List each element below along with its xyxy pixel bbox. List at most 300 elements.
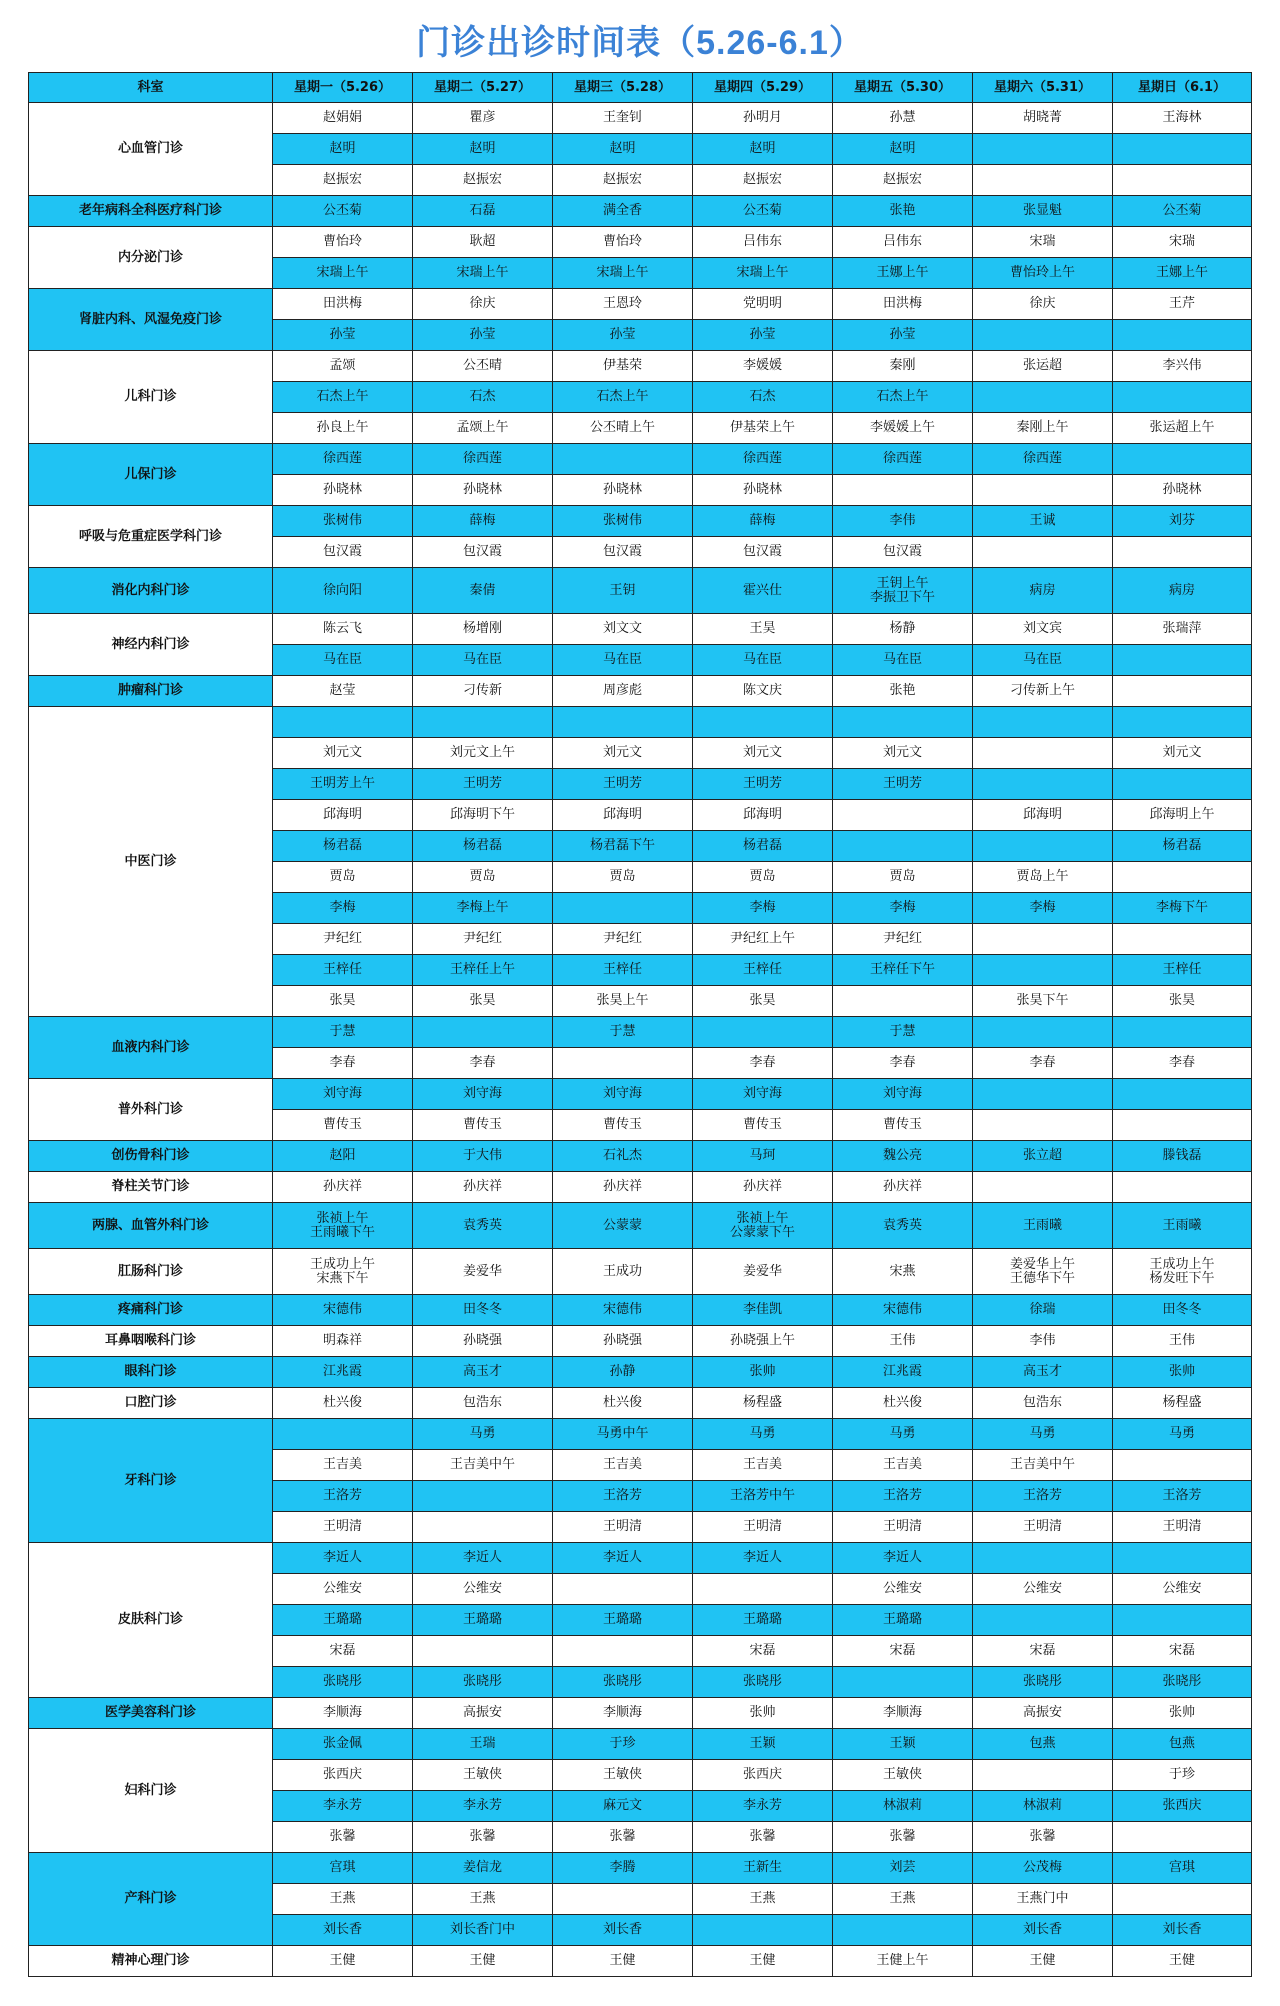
schedule-cell (553, 1048, 693, 1079)
schedule-cell: 张树伟 (553, 506, 693, 537)
schedule-cell: 秦刚上午 (973, 413, 1113, 444)
schedule-cell (973, 1543, 1113, 1574)
schedule-cell: 李春 (1113, 1048, 1252, 1079)
schedule-body (29, 103, 1252, 1977)
header-row (29, 73, 1252, 103)
schedule-cell: 石杰上午 (553, 382, 693, 413)
table-row (29, 103, 1252, 134)
schedule-cell: 刘守海 (833, 1079, 973, 1110)
schedule-cell: 王璐璐 (413, 1605, 553, 1636)
header-cell: 星期三（5.28） (553, 73, 693, 103)
schedule-cell: 徐西莲 (413, 444, 553, 475)
schedule-cell: 刘守海 (693, 1079, 833, 1110)
table-row (29, 289, 1252, 320)
schedule-cell: 宋德伟 (553, 1295, 693, 1326)
schedule-cell: 宋瑞上午 (553, 258, 693, 289)
schedule-cell: 李春 (973, 1048, 1113, 1079)
schedule-cell: 马在臣 (413, 645, 553, 676)
schedule-cell: 吕伟东 (833, 227, 973, 258)
schedule-cell: 王钥 (553, 568, 693, 614)
table-row (29, 614, 1252, 645)
schedule-cell: 张晓彤 (553, 1667, 693, 1698)
schedule-cell (833, 1915, 973, 1946)
schedule-cell: 王芹 (1113, 289, 1252, 320)
schedule-cell: 王吉美 (273, 1450, 413, 1481)
schedule-cell (1113, 645, 1252, 676)
schedule-cell: 张帅 (693, 1357, 833, 1388)
schedule-cell: 张西庆 (693, 1760, 833, 1791)
schedule-cell: 孟颂 (273, 351, 413, 382)
schedule-cell: 邱海明 (553, 800, 693, 831)
schedule-cell: 包汉霞 (273, 537, 413, 568)
table-row (29, 1203, 1252, 1249)
schedule-cell (413, 707, 553, 738)
department-cell: 产科门诊 (29, 1853, 273, 1946)
schedule-cell: 张祯上午 公蒙蒙下午 (693, 1203, 833, 1249)
schedule-cell (973, 1760, 1113, 1791)
schedule-cell: 王璐璐 (553, 1605, 693, 1636)
schedule-cell: 张晓彤 (413, 1667, 553, 1698)
schedule-cell: 徐瑞 (973, 1295, 1113, 1326)
schedule-cell: 李永芳 (273, 1791, 413, 1822)
schedule-cell: 王健 (413, 1946, 553, 1977)
schedule-cell: 王健 (1113, 1946, 1252, 1977)
schedule-cell: 秦刚 (833, 351, 973, 382)
schedule-cell: 林淑莉 (833, 1791, 973, 1822)
schedule-cell: 王洛芳 (973, 1481, 1113, 1512)
schedule-cell (1113, 1543, 1252, 1574)
schedule-cell: 孙晓林 (553, 475, 693, 506)
schedule-cell: 满全香 (553, 196, 693, 227)
schedule-cell (1113, 1450, 1252, 1481)
schedule-cell: 杨增刚 (413, 614, 553, 645)
schedule-cell (1113, 924, 1252, 955)
schedule-cell: 王颖 (693, 1729, 833, 1760)
schedule-cell: 杨程盛 (1113, 1388, 1252, 1419)
schedule-cell: 赵振宏 (273, 165, 413, 196)
schedule-cell: 张西庆 (273, 1760, 413, 1791)
schedule-cell: 刘守海 (413, 1079, 553, 1110)
schedule-cell: 杨君磊 (413, 831, 553, 862)
schedule-cell (833, 1667, 973, 1698)
schedule-cell: 高玉才 (413, 1357, 553, 1388)
department-cell: 儿科门诊 (29, 351, 273, 444)
schedule-cell: 宋瑞上午 (693, 258, 833, 289)
schedule-cell: 李顺海 (273, 1698, 413, 1729)
schedule-cell: 刘守海 (553, 1079, 693, 1110)
schedule-cell: 王海林 (1113, 103, 1252, 134)
schedule-cell: 王健 (273, 1946, 413, 1977)
schedule-cell: 张金佩 (273, 1729, 413, 1760)
table-row (29, 196, 1252, 227)
schedule-cell: 王璐璐 (273, 1605, 413, 1636)
schedule-cell: 王敏侠 (833, 1760, 973, 1791)
schedule-cell: 王明清 (273, 1512, 413, 1543)
schedule-cell: 张晓彤 (1113, 1667, 1252, 1698)
schedule-cell: 宋磊 (273, 1636, 413, 1667)
schedule-cell: 公丕菊 (1113, 196, 1252, 227)
schedule-cell (413, 1636, 553, 1667)
schedule-cell (973, 1079, 1113, 1110)
schedule-cell: 滕钱磊 (1113, 1141, 1252, 1172)
schedule-cell: 王吉美中午 (973, 1450, 1113, 1481)
schedule-cell: 王梓任 (273, 955, 413, 986)
schedule-cell: 邱海明 (273, 800, 413, 831)
schedule-cell (973, 924, 1113, 955)
schedule-cell: 孙庆祥 (273, 1172, 413, 1203)
schedule-cell: 徐向阳 (273, 568, 413, 614)
schedule-cell (1113, 862, 1252, 893)
table-row (29, 1357, 1252, 1388)
schedule-cell: 马勇 (973, 1419, 1113, 1450)
schedule-cell (1113, 165, 1252, 196)
table-row (29, 1326, 1252, 1357)
schedule-cell: 孙良上午 (273, 413, 413, 444)
schedule-cell: 赵明 (553, 134, 693, 165)
schedule-cell: 杜兴俊 (553, 1388, 693, 1419)
schedule-cell: 王新生 (693, 1853, 833, 1884)
schedule-cell (1113, 1079, 1252, 1110)
schedule-cell (973, 1017, 1113, 1048)
schedule-cell: 马勇 (1113, 1419, 1252, 1450)
schedule-cell: 杨静 (833, 614, 973, 645)
table-row (29, 227, 1252, 258)
schedule-cell: 霍兴仕 (693, 568, 833, 614)
schedule-cell: 张祯上午 王雨曦下午 (273, 1203, 413, 1249)
schedule-cell (973, 1172, 1113, 1203)
schedule-cell: 孙莹 (553, 320, 693, 351)
schedule-cell (973, 1110, 1113, 1141)
schedule-cell: 王健上午 (833, 1946, 973, 1977)
schedule-cell: 王洛芳 (273, 1481, 413, 1512)
schedule-cell: 张瑞萍 (1113, 614, 1252, 645)
schedule-cell: 李梅 (273, 893, 413, 924)
schedule-cell: 李腾 (553, 1853, 693, 1884)
schedule-cell: 袁秀英 (833, 1203, 973, 1249)
schedule-cell: 李梅上午 (413, 893, 553, 924)
schedule-cell: 张昊 (1113, 986, 1252, 1017)
schedule-cell: 王明清 (1113, 1512, 1252, 1543)
schedule-cell: 李媛媛 (693, 351, 833, 382)
schedule-cell: 瞿彦 (413, 103, 553, 134)
department-cell: 呼吸与危重症医学科门诊 (29, 506, 273, 568)
schedule-cell: 王雨曦 (973, 1203, 1113, 1249)
schedule-cell: 张树伟 (273, 506, 413, 537)
department-cell: 肿瘤科门诊 (29, 676, 273, 707)
schedule-cell: 江兆霞 (273, 1357, 413, 1388)
schedule-cell: 李春 (413, 1048, 553, 1079)
schedule-cell: 王娜上午 (1113, 258, 1252, 289)
schedule-cell: 田洪梅 (833, 289, 973, 320)
schedule-cell (1113, 707, 1252, 738)
schedule-cell: 王吉美 (833, 1450, 973, 1481)
schedule-cell: 张帅 (1113, 1698, 1252, 1729)
schedule-cell: 田冬冬 (1113, 1295, 1252, 1326)
schedule-cell: 王吉美 (693, 1450, 833, 1481)
schedule-cell: 王梓任 (553, 955, 693, 986)
schedule-cell (553, 1574, 693, 1605)
schedule-cell (1113, 1884, 1252, 1915)
table-row (29, 1729, 1252, 1760)
schedule-cell (1113, 382, 1252, 413)
schedule-cell: 曹传玉 (553, 1110, 693, 1141)
department-cell: 皮肤科门诊 (29, 1543, 273, 1698)
schedule-cell: 杨程盛 (693, 1388, 833, 1419)
schedule-cell: 刘长香 (553, 1915, 693, 1946)
table-row (29, 506, 1252, 537)
schedule-cell: 王健 (693, 1946, 833, 1977)
schedule-cell: 孙莹 (413, 320, 553, 351)
schedule-cell: 贾岛 (413, 862, 553, 893)
schedule-cell: 于珍 (1113, 1760, 1252, 1791)
schedule-cell: 徐西莲 (693, 444, 833, 475)
schedule-cell: 孙晓强 (553, 1326, 693, 1357)
schedule-cell: 宋燕 (833, 1249, 973, 1295)
schedule-cell: 王吉美中午 (413, 1450, 553, 1481)
schedule-cell (833, 986, 973, 1017)
schedule-cell (973, 475, 1113, 506)
schedule-cell: 包燕 (973, 1729, 1113, 1760)
department-cell: 普外科门诊 (29, 1079, 273, 1141)
schedule-cell: 公维安 (1113, 1574, 1252, 1605)
schedule-cell: 曹传玉 (693, 1110, 833, 1141)
schedule-cell: 于慧 (273, 1017, 413, 1048)
schedule-cell: 杨君磊 (1113, 831, 1252, 862)
schedule-cell: 李兴伟 (1113, 351, 1252, 382)
schedule-cell: 张艳 (833, 676, 973, 707)
schedule-cell: 袁秀英 (413, 1203, 553, 1249)
schedule-cell: 麻元文 (553, 1791, 693, 1822)
schedule-cell: 石磊 (413, 196, 553, 227)
schedule-cell: 孙晓林 (273, 475, 413, 506)
schedule-cell: 杜兴俊 (273, 1388, 413, 1419)
schedule-cell (1113, 320, 1252, 351)
schedule-cell: 王颖 (833, 1729, 973, 1760)
department-cell: 神经内科门诊 (29, 614, 273, 676)
schedule-cell (1113, 769, 1252, 800)
schedule-cell: 李春 (273, 1048, 413, 1079)
schedule-cell: 石杰 (413, 382, 553, 413)
schedule-cell: 王明清 (973, 1512, 1113, 1543)
header-cell: 星期六（5.31） (973, 73, 1113, 103)
department-cell: 内分泌门诊 (29, 227, 273, 289)
schedule-cell: 曹怡玲上午 (973, 258, 1113, 289)
schedule-cell (973, 955, 1113, 986)
schedule-cell: 贾岛 (693, 862, 833, 893)
schedule-cell: 林淑莉 (973, 1791, 1113, 1822)
schedule-cell: 李永芳 (413, 1791, 553, 1822)
schedule-cell: 徐庆 (973, 289, 1113, 320)
schedule-cell: 马在臣 (273, 645, 413, 676)
schedule-cell: 李梅 (973, 893, 1113, 924)
schedule-cell: 杨君磊 (693, 831, 833, 862)
schedule-cell: 田洪梅 (273, 289, 413, 320)
schedule-cell: 李近人 (273, 1543, 413, 1574)
schedule-cell: 刘芬 (1113, 506, 1252, 537)
schedule-cell: 李春 (693, 1048, 833, 1079)
schedule-cell: 刘元文 (1113, 738, 1252, 769)
schedule-cell: 张馨 (833, 1822, 973, 1853)
schedule-cell: 李伟 (973, 1326, 1113, 1357)
schedule-cell: 王洛芳 (553, 1481, 693, 1512)
schedule-cell: 公丕晴上午 (553, 413, 693, 444)
schedule-cell (973, 1605, 1113, 1636)
schedule-cell: 王燕 (693, 1884, 833, 1915)
schedule-cell: 宋磊 (693, 1636, 833, 1667)
schedule-cell: 薛梅 (413, 506, 553, 537)
schedule-cell: 李梅下午 (1113, 893, 1252, 924)
schedule-cell: 包汉霞 (693, 537, 833, 568)
schedule-cell: 孙明月 (693, 103, 833, 134)
schedule-cell: 病房 (973, 568, 1113, 614)
schedule-cell: 曹传玉 (833, 1110, 973, 1141)
department-cell: 肾脏内科、风湿免疫门诊 (29, 289, 273, 351)
schedule-cell: 于大伟 (413, 1141, 553, 1172)
schedule-cell: 王雨曦 (1113, 1203, 1252, 1249)
schedule-cell: 王明芳 (553, 769, 693, 800)
schedule-cell: 曹传玉 (413, 1110, 553, 1141)
schedule-cell: 宫琪 (273, 1853, 413, 1884)
schedule-cell: 石杰 (693, 382, 833, 413)
department-cell: 疼痛科门诊 (29, 1295, 273, 1326)
schedule-cell: 王瑞 (413, 1729, 553, 1760)
schedule-cell: 王奎钊 (553, 103, 693, 134)
schedule-cell: 张西庆 (1113, 1791, 1252, 1822)
schedule-cell: 包燕 (1113, 1729, 1252, 1760)
department-cell: 心血管门诊 (29, 103, 273, 196)
schedule-cell: 刁传新上午 (973, 676, 1113, 707)
schedule-cell (1113, 1172, 1252, 1203)
schedule-cell: 王健 (553, 1946, 693, 1977)
schedule-cell: 张艳 (833, 196, 973, 227)
schedule-cell: 孙庆祥 (553, 1172, 693, 1203)
schedule-cell: 张立超 (973, 1141, 1113, 1172)
schedule-cell: 王燕 (273, 1884, 413, 1915)
schedule-cell: 李顺海 (833, 1698, 973, 1729)
department-cell: 妇科门诊 (29, 1729, 273, 1853)
schedule-cell: 王健 (973, 1946, 1113, 1977)
schedule-cell: 赵明 (693, 134, 833, 165)
schedule-cell (1113, 676, 1252, 707)
schedule-cell: 宋瑞 (1113, 227, 1252, 258)
schedule-cell: 王成功上午 杨发旺下午 (1113, 1249, 1252, 1295)
header-cell: 星期五（5.30） (833, 73, 973, 103)
department-cell: 创伤骨科门诊 (29, 1141, 273, 1172)
schedule-cell: 高振安 (413, 1698, 553, 1729)
schedule-cell: 石杰上午 (833, 382, 973, 413)
schedule-cell: 刘元文 (273, 738, 413, 769)
table-row (29, 1543, 1252, 1574)
schedule-cell: 李梅 (693, 893, 833, 924)
schedule-cell: 孙晓林 (693, 475, 833, 506)
schedule-cell: 刁传新 (413, 676, 553, 707)
schedule-cell (1113, 1822, 1252, 1853)
header-cell: 星期一（5.26） (273, 73, 413, 103)
schedule-cell: 王成功 (553, 1249, 693, 1295)
schedule-cell (973, 537, 1113, 568)
schedule-cell: 徐西莲 (833, 444, 973, 475)
schedule-cell: 包浩东 (413, 1388, 553, 1419)
schedule-cell: 李佳凯 (693, 1295, 833, 1326)
schedule-cell: 马勇中午 (553, 1419, 693, 1450)
schedule-cell: 王洛芳 (833, 1481, 973, 1512)
schedule-cell: 尹纪红 (833, 924, 973, 955)
table-row (29, 707, 1252, 738)
schedule-cell: 马珂 (693, 1141, 833, 1172)
schedule-cell (693, 1915, 833, 1946)
schedule-cell: 王燕门中 (973, 1884, 1113, 1915)
schedule-cell: 张馨 (413, 1822, 553, 1853)
schedule-cell: 邱海明 (693, 800, 833, 831)
schedule-cell: 孙晓林 (1113, 475, 1252, 506)
schedule-cell: 江兆霞 (833, 1357, 973, 1388)
schedule-cell: 宋磊 (833, 1636, 973, 1667)
schedule-cell (973, 134, 1113, 165)
schedule-cell: 陈云飞 (273, 614, 413, 645)
header-cell: 星期二（5.27） (413, 73, 553, 103)
schedule-cell: 赵振宏 (413, 165, 553, 196)
schedule-cell (413, 1481, 553, 1512)
schedule-cell (833, 800, 973, 831)
schedule-cell: 刘长香门中 (413, 1915, 553, 1946)
schedule-cell: 于慧 (553, 1017, 693, 1048)
schedule-cell: 赵振宏 (693, 165, 833, 196)
schedule-cell: 孙庆祥 (693, 1172, 833, 1203)
department-cell: 儿保门诊 (29, 444, 273, 506)
schedule-cell: 孙莹 (833, 320, 973, 351)
schedule-cell: 刘文文 (553, 614, 693, 645)
schedule-cell (1113, 1605, 1252, 1636)
table-row (29, 1698, 1252, 1729)
schedule-cell (1113, 537, 1252, 568)
schedule-cell: 王吉美 (553, 1450, 693, 1481)
table-row (29, 1141, 1252, 1172)
schedule-cell: 张馨 (553, 1822, 693, 1853)
table-row (29, 1388, 1252, 1419)
schedule-cell: 刘元文 (693, 738, 833, 769)
schedule-cell: 张晓彤 (973, 1667, 1113, 1698)
schedule-cell: 杜兴俊 (833, 1388, 973, 1419)
schedule-cell (973, 382, 1113, 413)
schedule-cell: 张运超上午 (1113, 413, 1252, 444)
schedule-cell: 孙庆祥 (833, 1172, 973, 1203)
schedule-cell: 孟颂上午 (413, 413, 553, 444)
schedule-cell (973, 831, 1113, 862)
schedule-cell (693, 1017, 833, 1048)
schedule-cell: 宋磊 (973, 1636, 1113, 1667)
department-cell: 精神心理门诊 (29, 1946, 273, 1977)
schedule-cell (973, 738, 1113, 769)
schedule-cell: 公维安 (413, 1574, 553, 1605)
schedule-cell (973, 769, 1113, 800)
schedule-cell: 邱海明上午 (1113, 800, 1252, 831)
schedule-cell: 李梅 (833, 893, 973, 924)
schedule-cell: 张运超 (973, 351, 1113, 382)
schedule-cell: 秦倩 (413, 568, 553, 614)
schedule-cell (833, 475, 973, 506)
schedule-cell: 王伟 (833, 1326, 973, 1357)
table-row (29, 1853, 1252, 1884)
schedule-cell: 党明明 (693, 289, 833, 320)
schedule-cell: 李伟 (833, 506, 973, 537)
schedule-cell: 贾岛 (833, 862, 973, 893)
schedule-cell: 王明芳 (833, 769, 973, 800)
schedule-cell: 王洛芳中午 (693, 1481, 833, 1512)
schedule-cell: 伊基荣上午 (693, 413, 833, 444)
schedule-cell (1113, 1110, 1252, 1141)
schedule-cell (973, 707, 1113, 738)
schedule-cell: 张帅 (693, 1698, 833, 1729)
